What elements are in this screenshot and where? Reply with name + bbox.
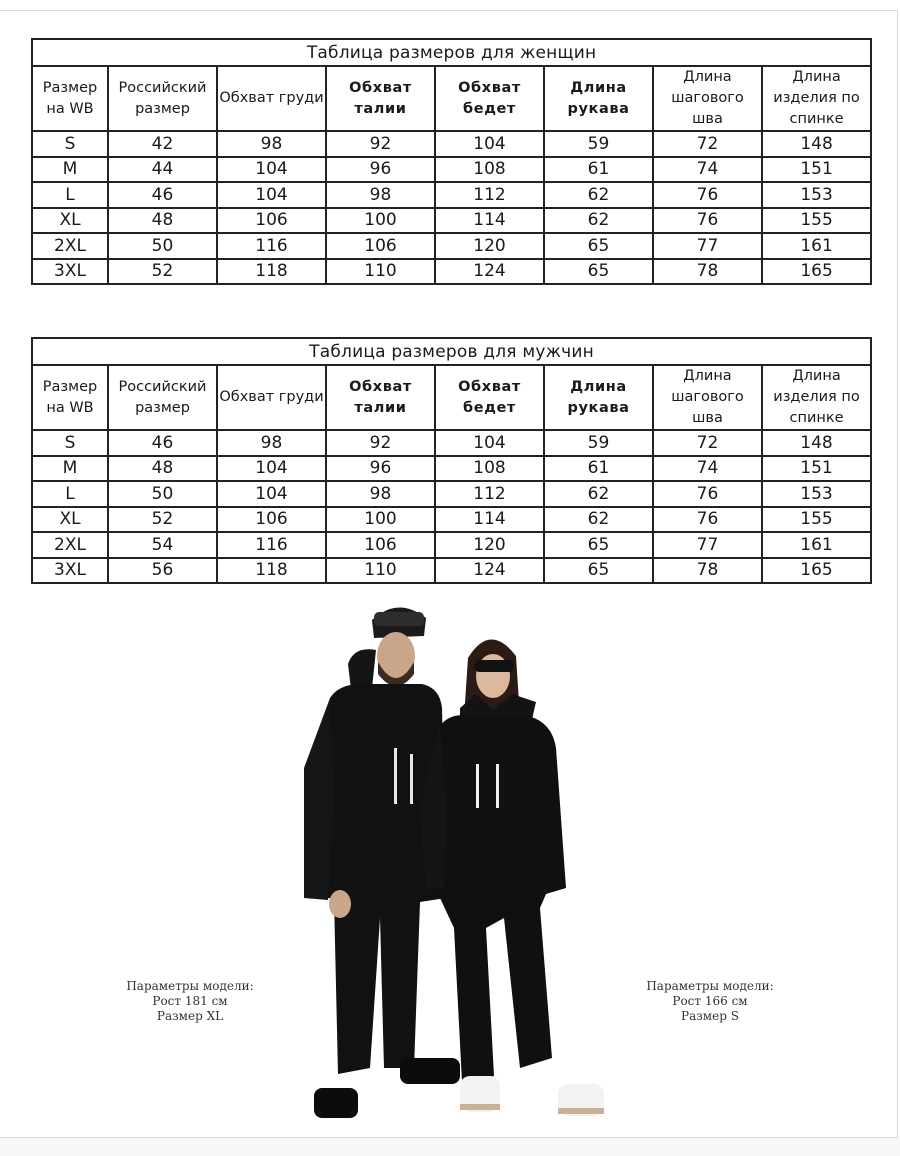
table-row — [32, 208, 871, 234]
table-cell: 76 — [653, 182, 762, 208]
table-cell: 48 — [108, 208, 217, 234]
header-sleeve: Длина рукава — [544, 365, 653, 430]
table-cell: 104 — [217, 157, 326, 183]
header-russian-size: Российский размер — [108, 66, 217, 131]
table-cell: 104 — [435, 430, 544, 456]
women-size-table — [31, 38, 872, 285]
table-cell: 76 — [653, 507, 762, 533]
table-cell: 104 — [217, 481, 326, 507]
table-cell: 72 — [653, 131, 762, 157]
table-cell: 65 — [544, 558, 653, 584]
table-cell: L — [32, 481, 108, 507]
table-cell: 56 — [108, 558, 217, 584]
header-hips: Обхват бедет — [435, 66, 544, 131]
table-cell: 98 — [217, 131, 326, 157]
header-inseam: Длина шагового шва — [653, 365, 762, 430]
table-cell: 110 — [326, 259, 435, 285]
table-cell: M — [32, 456, 108, 482]
table-cell: 78 — [653, 558, 762, 584]
table-cell: 98 — [326, 481, 435, 507]
table-cell: 120 — [435, 233, 544, 259]
caption-line: Рост 181 см — [152, 994, 228, 1008]
table-cell: 151 — [762, 157, 871, 183]
table-cell: 92 — [326, 430, 435, 456]
table-cell: 2XL — [32, 532, 108, 558]
table-row — [32, 481, 871, 507]
table-cell: 98 — [217, 430, 326, 456]
table-cell: 46 — [108, 430, 217, 456]
table-cell: 62 — [544, 208, 653, 234]
table-cell: S — [32, 430, 108, 456]
table-cell: 155 — [762, 208, 871, 234]
men-table-title: Таблица размеров для мужчин — [32, 338, 871, 365]
models-illustration — [290, 598, 620, 1128]
table-cell: XL — [32, 507, 108, 533]
table-cell: 98 — [326, 182, 435, 208]
women-table-title: Таблица размеров для женщин — [32, 39, 871, 66]
table-cell: 106 — [326, 233, 435, 259]
header-size-wb: Размер на WB — [32, 365, 108, 430]
table-cell: 61 — [544, 456, 653, 482]
table-cell: 100 — [326, 208, 435, 234]
table-cell: 52 — [108, 259, 217, 285]
caption-line: Параметры модели: — [126, 979, 254, 993]
header-back-length: Длина изделия по спинке — [762, 66, 871, 131]
table-row — [32, 507, 871, 533]
table-cell: 74 — [653, 157, 762, 183]
table-cell: 106 — [217, 507, 326, 533]
header-sleeve: Длина рукава — [544, 66, 653, 131]
table-cell: 118 — [217, 558, 326, 584]
table-cell: 161 — [762, 233, 871, 259]
table-cell: 61 — [544, 157, 653, 183]
table-cell: 100 — [326, 507, 435, 533]
header-hips: Обхват бедет — [435, 365, 544, 430]
table-cell: 155 — [762, 507, 871, 533]
header-waist: Обхват талии — [326, 365, 435, 430]
table-cell: 78 — [653, 259, 762, 285]
table-cell: 120 — [435, 532, 544, 558]
table-cell: 96 — [326, 456, 435, 482]
table-cell: 114 — [435, 507, 544, 533]
table-cell: 48 — [108, 456, 217, 482]
header-russian-size: Российский размер — [108, 365, 217, 430]
table-cell: 74 — [653, 456, 762, 482]
table-cell: 65 — [544, 259, 653, 285]
table-row — [32, 131, 871, 157]
table-cell: 96 — [326, 157, 435, 183]
bottom-band — [0, 1138, 900, 1156]
table-cell: 44 — [108, 157, 217, 183]
table-row — [32, 558, 871, 584]
table-row — [32, 456, 871, 482]
table-cell: 104 — [217, 456, 326, 482]
header-chest: Обхват груди — [217, 365, 326, 430]
table-cell: 42 — [108, 131, 217, 157]
header-back-length: Длина изделия по спинке — [762, 365, 871, 430]
table-cell: 148 — [762, 430, 871, 456]
male-model-caption — [100, 979, 280, 1024]
table-cell: 116 — [217, 233, 326, 259]
table-cell: 76 — [653, 208, 762, 234]
table-cell: 112 — [435, 182, 544, 208]
table-cell: 3XL — [32, 558, 108, 584]
table-cell: 148 — [762, 131, 871, 157]
table-cell: 153 — [762, 182, 871, 208]
table-cell: 50 — [108, 233, 217, 259]
table-cell: 110 — [326, 558, 435, 584]
table-cell: 59 — [544, 430, 653, 456]
table-row — [32, 157, 871, 183]
header-inseam: Длина шагового шва — [653, 66, 762, 131]
models-photo — [290, 598, 620, 1128]
table-cell: 161 — [762, 532, 871, 558]
table-cell: 76 — [653, 481, 762, 507]
caption-line: Параметры модели: — [646, 979, 774, 993]
female-model-caption — [620, 979, 800, 1024]
table-cell: 114 — [435, 208, 544, 234]
table-cell: 54 — [108, 532, 217, 558]
table-row — [32, 259, 871, 285]
header-waist: Обхват талии — [326, 66, 435, 131]
header-size-wb: Размер на WB — [32, 66, 108, 131]
table-cell: 62 — [544, 507, 653, 533]
table-cell: S — [32, 131, 108, 157]
table-cell: XL — [32, 208, 108, 234]
table-cell: 3XL — [32, 259, 108, 285]
table-cell: 124 — [435, 558, 544, 584]
table-cell: M — [32, 157, 108, 183]
table-cell: 72 — [653, 430, 762, 456]
table-cell: 59 — [544, 131, 653, 157]
table-cell: 112 — [435, 481, 544, 507]
table-cell: 65 — [544, 233, 653, 259]
table-cell: 46 — [108, 182, 217, 208]
table-cell: 62 — [544, 182, 653, 208]
men-size-table — [31, 337, 872, 584]
table-cell: 62 — [544, 481, 653, 507]
table-cell: 106 — [326, 532, 435, 558]
female-model — [420, 639, 604, 1116]
table-cell: 153 — [762, 481, 871, 507]
table-cell: 77 — [653, 233, 762, 259]
caption-line: Размер XL — [156, 1009, 224, 1023]
table-cell: 2XL — [32, 233, 108, 259]
caption-line: Рост 166 см — [672, 994, 748, 1008]
header-chest: Обхват груди — [217, 66, 326, 131]
caption-line: Размер S — [681, 1009, 739, 1023]
table-cell: 104 — [435, 131, 544, 157]
table-cell: 165 — [762, 558, 871, 584]
table-cell: 104 — [217, 182, 326, 208]
table-cell: 77 — [653, 532, 762, 558]
table-cell: 108 — [435, 456, 544, 482]
table-cell: 108 — [435, 157, 544, 183]
table-cell: 106 — [217, 208, 326, 234]
table-cell: 50 — [108, 481, 217, 507]
table-cell: 52 — [108, 507, 217, 533]
table-cell: 116 — [217, 532, 326, 558]
table-cell: 151 — [762, 456, 871, 482]
table-row — [32, 182, 871, 208]
table-cell: 65 — [544, 532, 653, 558]
table-cell: 118 — [217, 259, 326, 285]
table-row — [32, 233, 871, 259]
table-cell: L — [32, 182, 108, 208]
table-row — [32, 532, 871, 558]
table-cell: 124 — [435, 259, 544, 285]
table-cell: 165 — [762, 259, 871, 285]
table-cell: 92 — [326, 131, 435, 157]
table-row — [32, 430, 871, 456]
